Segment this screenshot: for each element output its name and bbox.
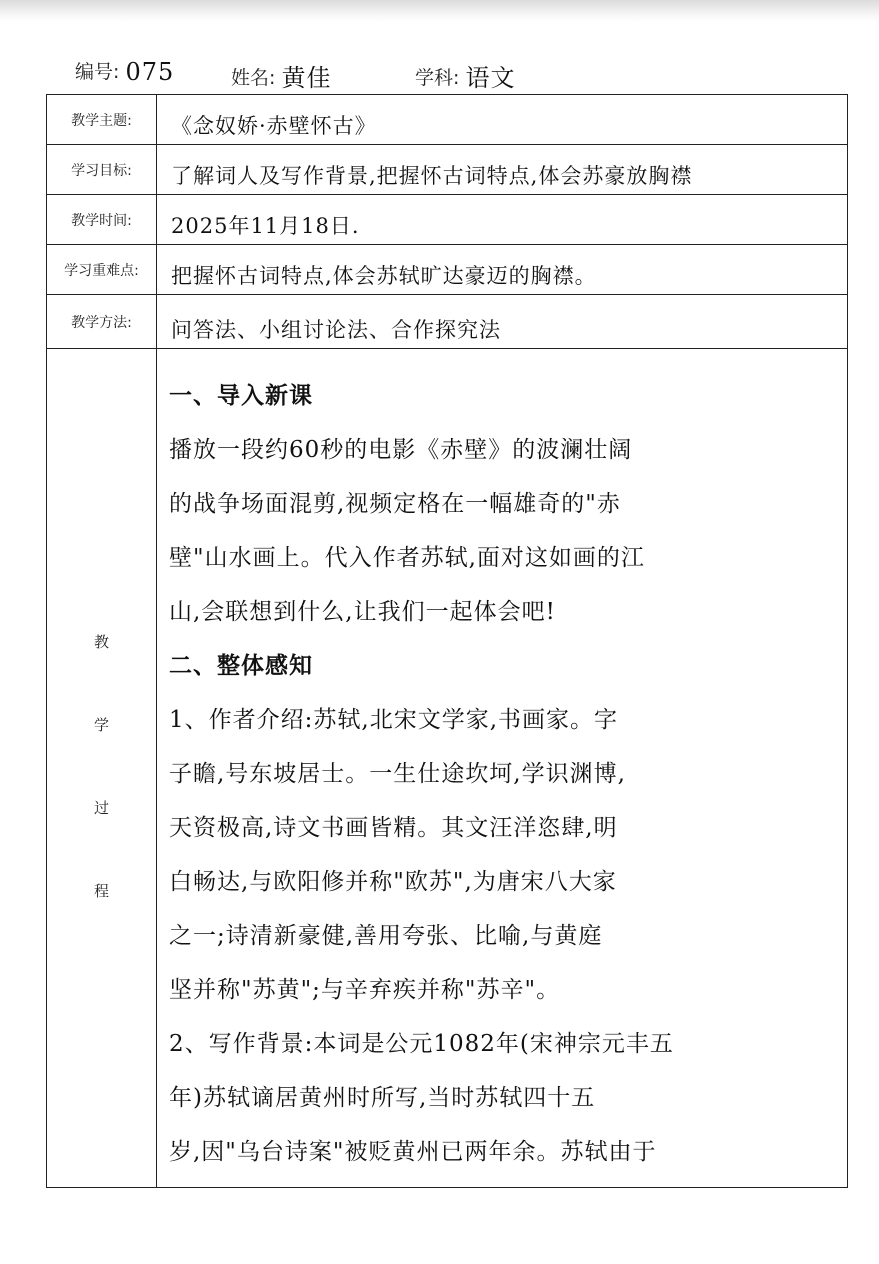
section-heading: 二、整体感知 (169, 652, 313, 679)
row-time (47, 195, 847, 245)
process-label-char: 教 (93, 633, 109, 651)
text-line: 之一;诗清新豪健,善用夸张、比喻,与黄庭 (169, 923, 603, 949)
method-value: 问答法、小组讨论法、合作探究法 (171, 318, 501, 342)
subject-value: 语文 (465, 64, 516, 92)
scan-shadow (0, 0, 879, 22)
row-key-points (47, 245, 847, 295)
process-content (157, 349, 847, 1187)
time-value: 2025年11月18日. (171, 214, 360, 238)
name-label: 姓名: (231, 67, 276, 89)
section-heading: 一、导入新课 (169, 382, 313, 409)
subject-label: 学科: (415, 67, 460, 89)
key-points-value: 把握怀古词特点,体会苏轼旷达豪迈的胸襟。 (171, 264, 597, 288)
process-label-char: 程 (93, 882, 109, 900)
text-line: 岁,因"乌台诗案"被贬黄州已两年余。苏轼由于 (169, 1139, 657, 1165)
objective-value: 了解词人及写作背景,把握怀古词特点,体会苏豪放胸襟 (171, 164, 693, 188)
row-objective (47, 145, 847, 195)
text-line: 山,会联想到什么,让我们一起体会吧! (169, 599, 556, 625)
name-field (231, 56, 331, 91)
lesson-plan-table (46, 94, 848, 1188)
process-label (47, 349, 157, 1187)
row-topic (47, 95, 847, 145)
time-label: 教学时间: (47, 195, 157, 244)
subject-field (415, 56, 515, 91)
key-points-label: 学习重难点: (47, 245, 157, 294)
text-line: 天资极高,诗文书画皆精。其文汪洋恣肆,明 (169, 815, 618, 841)
id-label: 编号: (75, 61, 120, 83)
process-label-char: 过 (93, 799, 109, 817)
text-line: 坚并称"苏黄";与辛弃疾并称"苏辛"。 (169, 977, 561, 1003)
text-line: 壁"山水画上。代入作者苏轼,面对这如画的江 (169, 545, 645, 571)
objective-label: 学习目标: (47, 145, 157, 194)
process-label-char: 学 (93, 716, 109, 734)
text-line: 1、作者介绍:苏轼,北宋文学家,书画家。字 (169, 707, 619, 733)
name-value: 黄佳 (281, 64, 332, 92)
text-line: 白畅达,与欧阳修并称"欧苏",为唐宋八大家 (169, 869, 617, 895)
id-value: 075 (125, 58, 175, 86)
row-teaching-process (47, 349, 847, 1187)
row-method (47, 295, 847, 349)
topic-label: 教学主题: (47, 95, 157, 144)
text-line: 子瞻,号东坡居士。一生仕途坎坷,学识渊博, (169, 761, 626, 787)
method-label: 教学方法: (47, 295, 157, 348)
form-header (75, 56, 835, 92)
topic-value: 《念奴娇·赤壁怀古》 (171, 114, 377, 138)
id-field (75, 56, 174, 84)
text-line: 2、写作背景:本词是公元1082年(宋神宗元丰五 (169, 1031, 674, 1057)
text-line: 的战争场面混剪,视频定格在一幅雄奇的"赤 (169, 491, 621, 517)
text-line: 播放一段约60秒的电影《赤壁》的波澜壮阔 (169, 437, 633, 463)
text-line: 年)苏轼谪居黄州时所写,当时苏轼四十五 (169, 1085, 596, 1111)
